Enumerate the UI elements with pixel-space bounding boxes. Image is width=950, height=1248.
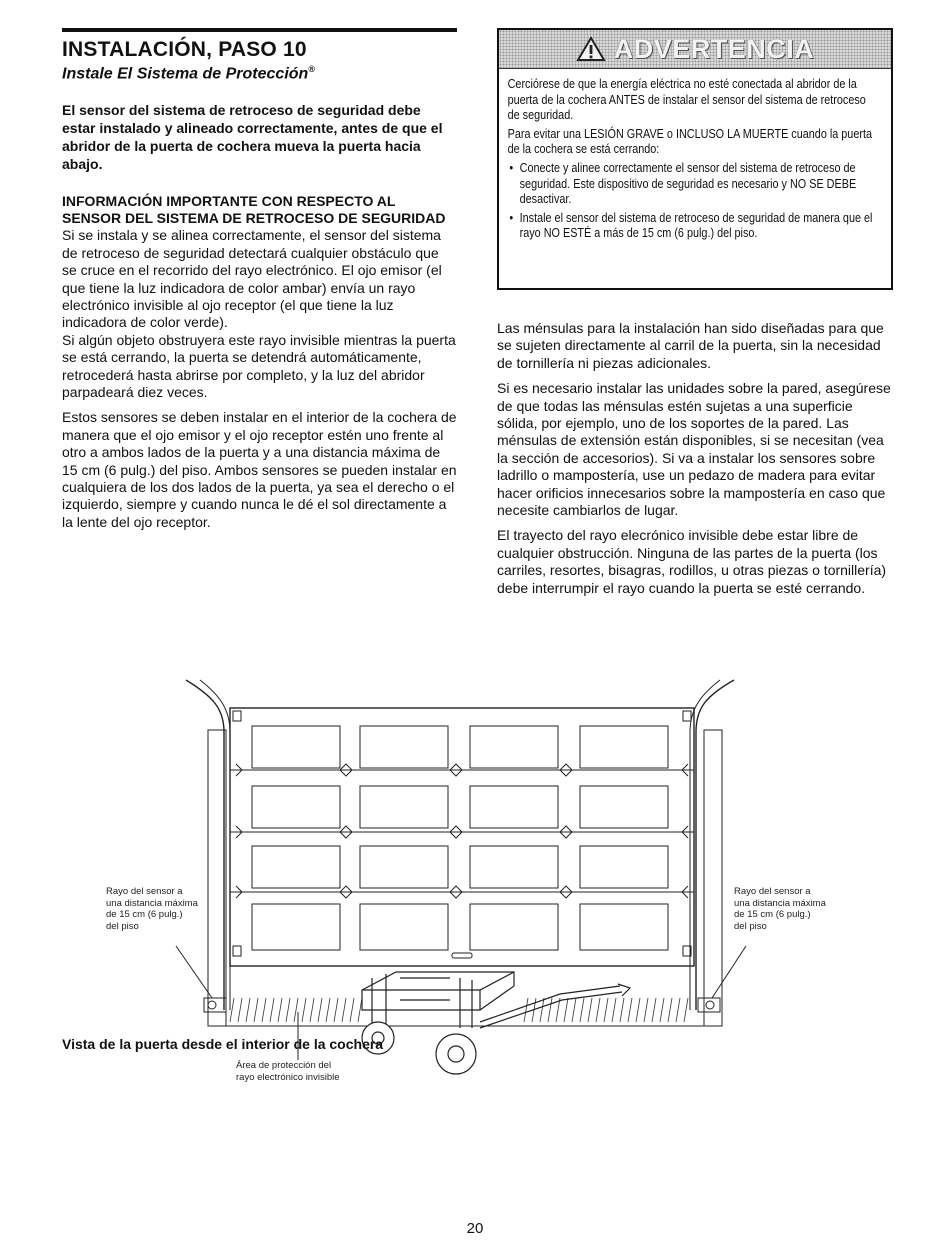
- right-paragraph-3: El trayecto del rayo elecrónico invisible debe estar libre de cualquier obstrucción. Ninguna de las partes de la puerta (los carriles, resortes, bisagras, rodillos, u otras piezas o tornillería) debe interrumpir el rayo cuando la puerta se esté cerrando.: [497, 527, 887, 596]
- label-left-line-3: de 15 cm (6 pulg.): [106, 909, 183, 920]
- warning-bullet-1: • Conecte y alinee correctamente el sensor del sistema de retroceso de seguridad. Este dispositivo de seguridad es necesario y NO SE DEBE desactivar.: [520, 161, 878, 208]
- label-right-line-2: una distancia máxima: [734, 897, 826, 909]
- step-subtitle-text: Instale El Sistema de Protección: [62, 65, 309, 83]
- warning-paragraph-2: Para evitar una LESIÓN GRAVE o INCLUSO LA MUERTE cuando la puerta de la cochera se está cerrando:: [507, 126, 872, 157]
- paragraph-3: Estos sensores se deben instalar en el interior de la cochera de manera que el ojo emisor y el ojo receptor estén uno frente al otro a ambos lados de la puerta y a una distancia máxima de 15 cm (6 pulg.) del piso. Ambos sensores se pueden instalar en cualquiera de los dos lados de la puerta, ya sea el derecho o el izquierdo, siempre y cuando nunca le dé el sol directamente a la lente del ojo receptor.: [62, 409, 457, 530]
- warning-header: [499, 30, 891, 69]
- warning-body: [499, 69, 886, 242]
- label-bottom-line-2: rayo electrónico invisible: [236, 1071, 340, 1083]
- right-paragraph-1: Las ménsulas para la instalación han sido diseñadas para que se sujeten directamente al carril de la puerta, sin la necesidad de tornillería ni piezas adicionales.: [497, 320, 884, 371]
- step-title: INSTALACIÓN, PASO 10: [62, 38, 307, 61]
- registered-mark: ®: [308, 64, 315, 74]
- section-heading: INFORMACIÓN IMPORTANTE CON RESPECTO AL SENSOR DEL SISTEMA DE RETROCESO DE SEGURIDAD: [62, 193, 446, 227]
- label-bottom-line-1: Área de protección del: [236, 1060, 332, 1071]
- warning-bullet-2: • Instale el sensor del sistema de retroceso de seguridad de manera que el rayo NO ESTÉ a más de 15 cm (6 pulg.) del piso.: [520, 211, 878, 242]
- warning-paragraph-1: Cerciórese de que la energía eléctrica no esté conectada al abridor de la puerta de la cochera ANTES de instalar el sensor del sistema de retroceso de seguridad.: [507, 77, 866, 123]
- figure-caption: Vista de la puerta desde el interior de la cochera: [62, 1036, 384, 1052]
- garage-door-figure: [100, 660, 880, 1090]
- warning-title: ADVERTENCIA: [613, 33, 815, 64]
- label-right-line-4: del piso: [734, 920, 767, 932]
- label-left-line-1: Rayo del sensor a: [106, 886, 183, 897]
- sensor-beam-label-right: [734, 886, 826, 932]
- right-paragraph-2: Si es necesario instalar las unidades sobre la pared, asegúrese de que todas las ménsulas estén sujetas a una superficie sólida, por ejemplo, uno de los soportes de la pared. Las ménsulas de extensión están disponibles, si se necesitan (vea la sección de accesorios). Si va a instalar los sensores sobre ladrillo o mampostería, use un pedazo de madera para evitar hacer orificios innecesarios sobre la mampostería en caso que necesite cambiarlos de lugar.: [497, 380, 891, 519]
- warning-triangle-icon: [576, 36, 606, 62]
- label-right-line-3: de 15 cm (6 pulg.): [734, 909, 811, 920]
- page-number: 20: [466, 1220, 484, 1237]
- right-column: [497, 28, 893, 597]
- label-left-line-2: una distancia máxima: [106, 897, 198, 909]
- warning-list: [508, 161, 878, 242]
- protection-area-label: [236, 1060, 340, 1083]
- paragraph-2: Si algún objeto obstruyera este rayo invisible mientras la puerta se está cerrando, la puerta se detendrá automáticamente, retrocederá hasta abrirse por completo, y la luz del abridor parpadeará diez veces.: [62, 331, 456, 400]
- paragraph-1: Si se instala y se alinea correctamente, el sensor del sistema de retroceso de seguridad detectará cualquier obstáculo que se cruce en el recorrido del rayo electrónico. El ojo emisor (el que tiene la luz indicadora de color ambar) envía un rayo electrónico invisible al ojo receptor (el que tiene la luz indicadora de color verde).: [62, 227, 442, 331]
- intro-paragraph: El sensor del sistema de retroceso de seguridad debe estar instalado y alineado correctamente, antes de que el abridor de la puerta de cochera mueva la puerta hacia abajo.: [62, 102, 443, 173]
- warning-box: [497, 28, 893, 290]
- label-right-line-1: Rayo del sensor a: [734, 886, 811, 897]
- sensor-beam-label-left: [106, 886, 198, 932]
- left-column: [62, 28, 457, 531]
- right-text: [497, 320, 893, 597]
- heading-rule: [62, 28, 457, 32]
- step-subtitle: [62, 64, 457, 83]
- label-left-line-4: del piso: [106, 920, 139, 932]
- garage-door-illustration: [100, 660, 880, 1090]
